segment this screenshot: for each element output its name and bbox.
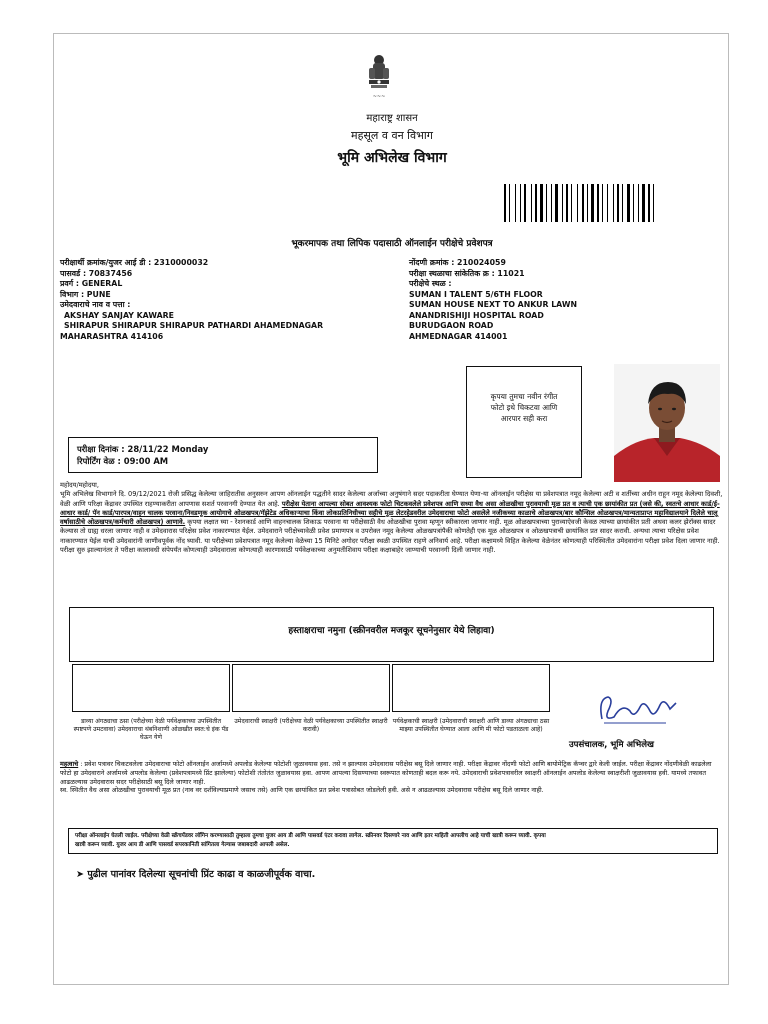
barcode-bar bbox=[531, 184, 532, 222]
password: पासवर्ड : 70837456 bbox=[60, 268, 133, 278]
candidate-details bbox=[60, 258, 390, 342]
photo-instruction-1: कृपया तुमचा नवीन रंगीत bbox=[490, 392, 558, 401]
barcode-bar bbox=[522, 184, 523, 222]
barcode-bar bbox=[587, 184, 588, 222]
thumb-impression-box bbox=[72, 664, 230, 712]
center-address-5: AHMEDNAGAR 414001 bbox=[409, 331, 508, 341]
barcode-bar bbox=[602, 184, 603, 222]
barcode-bar bbox=[642, 184, 645, 222]
barcode-bar bbox=[609, 184, 612, 222]
center-address-4: BURUDGAON ROAD bbox=[409, 321, 494, 330]
barcode-bar bbox=[620, 184, 621, 222]
official-signature bbox=[594, 689, 684, 729]
barcode-bar bbox=[511, 184, 514, 222]
barcode-bar bbox=[559, 184, 561, 222]
barcode-bar bbox=[638, 184, 639, 222]
roll-number: परीक्षार्थी क्रमांक/युजर आई डी : 2310000032 bbox=[60, 258, 209, 267]
invigilator-signature-box bbox=[392, 664, 550, 712]
barcode-bar bbox=[653, 184, 654, 222]
instruction-part-b: परीक्षेस येताना आपल्या सोबत आवश्यक फोटो चिटकवलेले प्रवेशपत्र आणि सध्या वैध असा ओळखीचा पुरावयाची मूळ प्रत व त्याची एक छायांकीत प्रत (जसे की, स्वतःचे आधार कार्ड/ई-आधार कार्ड/ पॅन कार्ड/पारपत्र/वाहन चालक परवाना/निवडणूक आयोगाचे ओळखपत्र/गॅझेटेड अधिकाऱ्याचा किंवा लोकप्रतिनिधीच्या सहीचे मूळ लेटरहेडवरील उमेदवाराचा फोटो असलेले नजीकच्या काळाचे ओळखपत्र/बार कौन्सिल ओळखपत्र/मान्यताप्राप्त महाविद्यालयाने दिलेले चालू वर्षासाठीचे ओळखपत्र/कर्मचारी ओळखपत्र) आणावे. bbox=[60, 499, 720, 527]
note-1-label: महत्वाचे bbox=[60, 760, 79, 768]
barcode-bar bbox=[655, 184, 657, 222]
barcode-bar bbox=[635, 184, 637, 222]
candidate-signature-box bbox=[232, 664, 390, 712]
thumb-impression-caption: डाव्या अंगठ्याचा ठसा (परीक्षेच्या वेळी पर्यवेक्षकाच्या उपस्थितीत स्पष्टपणे उमटवावा) उमेदवाराचा थंबनिशाणी ओळखीत स्वत:चे इंक पॅड घेऊन येणे bbox=[73, 718, 229, 741]
barcode-bar bbox=[555, 184, 558, 222]
final-instruction bbox=[76, 867, 315, 880]
barcode-bar bbox=[631, 184, 632, 222]
center-address-3: ANANDRISHIJI HOSPITAL ROAD bbox=[409, 310, 544, 320]
division: विभाग : PUNE bbox=[60, 289, 111, 299]
barcode-bar bbox=[544, 184, 545, 222]
barcode-bar bbox=[520, 184, 521, 222]
photo-paste-box bbox=[466, 366, 582, 478]
login-instruction-box bbox=[68, 828, 718, 854]
national-emblem-icon bbox=[364, 54, 394, 104]
exam-schedule-box bbox=[68, 437, 378, 473]
invigilator-signature-caption: पर्यवेक्षकाची स्वाक्षरी (उमेदवाराची स्वाक्षरी आणि डाव्या अंगठ्याचा ठसा माझ्या उपस्थितीत घेण्यात आला आणि मी फोटो पडताळला आहे) bbox=[392, 718, 550, 733]
admit-card-page bbox=[53, 33, 729, 985]
barcode-bar bbox=[582, 184, 584, 222]
signatory-designation: उपसंचालक, भूमि अभिलेख bbox=[569, 740, 654, 750]
salutation: महोदय/महोदया, bbox=[60, 481, 99, 489]
note-1 bbox=[60, 760, 724, 786]
center-label: परीक्षेचे स्थळ : bbox=[409, 279, 452, 288]
barcode-bar bbox=[546, 184, 547, 222]
arrow-icon: ➤ bbox=[76, 869, 85, 880]
barcode-bar bbox=[633, 184, 634, 222]
candidate-signature-caption: उमेदवाराची स्वाक्षरी (परीक्षेच्या वेळी पर्यवेक्षकाच्या उपस्थितीत स्वाक्षरी करावी) bbox=[234, 718, 388, 733]
barcode-bar bbox=[551, 184, 552, 222]
exam-date: परीक्षा दिनांक : 28/11/22 Monday bbox=[77, 444, 209, 454]
barcode-bar bbox=[577, 184, 578, 222]
barcode-bar bbox=[627, 184, 630, 222]
login-instruction-1: परीक्षा ऑनलाईन घेतली जाईल. परीक्षेच्या वेळी स्क्रॅचपॅडवर लॉगिन करण्यासाठी तुम्हाला तुमचा युजर आय डी आणि पासवर्ड एंटर करावा लागेल. स्क्रीनवर दिसणारे नाव आणि इतर माहिती आपलीच आहे याची खात्री करून घ्यावी. कृपया bbox=[75, 833, 546, 839]
barcode-bar bbox=[533, 184, 534, 222]
photo-instruction-2: फोटो इथे चिकटवा आणि bbox=[490, 403, 558, 412]
barcode-bar bbox=[562, 184, 563, 222]
note-1-text: : प्रवेश पत्रावर चिकटवलेला उमेदवाराचा फोटो ऑनलाईन अर्जामध्ये अपलोड केलेल्या फोटोशी जुळावयास हवा. तसे न झाल्यास उमेदवारास परीक्षेस बसू दिले जाणार नाही. परीक्षा केंद्रावर नोंदणी फोटो आणि बायोमेट्रिक कॅप्चर द्वारे केली जाईल. परीक्षा केंद्रावर नोंदणीवेळी काढलेला फोटो हा उमेदवाराने अर्जामध्ये अपलोड केलेल्या (प्रवेशपत्रामध्ये प्रिंट झालेल्या) फोटोशी तंतोतंत जुळावयास हवा. आपण आपल्या दिसण्याच्या स्वरूपात कोणताही बदल करू नये. उमेदवाराची प्रवेशपत्रावरील स्वाक्षरी ऑनलाईन अपलोड केलेल्या स्वाक्षरीशी जुळावयास हवी. यामध्ये तफावत आढळल्यास उमेदवारास सदर परीक्षेसाठी बसू दिले जाणार नाही. bbox=[60, 760, 712, 786]
barcode-bar bbox=[566, 184, 568, 222]
barcode-bar bbox=[527, 184, 530, 222]
barcode-bar bbox=[515, 184, 516, 222]
name-address-label: उमेदवाराचे नाव व पत्ता : bbox=[60, 300, 131, 309]
barcode-bar bbox=[622, 184, 623, 222]
barcode-bar bbox=[600, 184, 601, 222]
barcode-bar bbox=[564, 184, 565, 222]
office-name: भूमि अभिलेख विभाग bbox=[337, 150, 447, 166]
barcode-bar bbox=[613, 184, 614, 222]
candidate-photo bbox=[614, 364, 720, 482]
admit-card-title: भूकरमापक तथा लिपिक पदासाठी ऑनलाईन परीक्षेचे प्रवेशपत्र bbox=[291, 239, 493, 249]
note-2: स्व. स्थितीत वैध असा ओळखीचा पुरावयाची मूळ प्रत (नाव वर दर्शविल्याप्रमाणे जसाच तसे) आणि एक छायांकित प्रत प्रवेश पत्रासोबत जोडलेली हवी. असे न आढळल्यास उमेदवारास परीक्षेस बसू दिले जाणार नाही. bbox=[60, 786, 544, 795]
handwriting-sample-box bbox=[69, 607, 714, 662]
candidate-address-1: SHIRAPUR SHIRAPUR SHIRAPUR PATHARDI AHAMEDNAGAR bbox=[64, 321, 324, 330]
handwriting-sample-title: हस्ताक्षराचा नमुना (स्क्रीनवरील मजकूर सूचनेनुसार येथे लिहावा) bbox=[288, 626, 495, 636]
barcode-bar bbox=[615, 184, 616, 222]
barcode bbox=[504, 184, 714, 222]
instruction-paragraph bbox=[60, 490, 724, 555]
final-instruction-text: पुढील पानांवर दिलेल्या सूचनांची प्रिंट काढा व काळजीपूर्वक वाचा. bbox=[87, 869, 316, 880]
barcode-bar bbox=[548, 184, 550, 222]
barcode-bar bbox=[507, 184, 508, 222]
barcode-bar bbox=[607, 184, 608, 222]
barcode-bar bbox=[646, 184, 647, 222]
barcode-bar bbox=[604, 184, 606, 222]
barcode-bar bbox=[509, 184, 510, 222]
barcode-bar bbox=[597, 184, 599, 222]
barcode-bar bbox=[648, 184, 650, 222]
barcode-bar bbox=[524, 184, 526, 222]
barcode-bar bbox=[651, 184, 652, 222]
barcode-bar bbox=[504, 184, 506, 222]
instruction-part-a: भूमि अभिलेख विभागाने दि. 09/12/2021 रोजी प्रसिद्ध केलेल्या जाहिरातीस अनुसरुन आपण ऑनलाईन पद्धतीने सादर केलेल्या अर्जाच्या अनुषंगाने सदर पदाकरीता घेण्यात येणा-या ऑनलाईन परीक्षेस या प्रवेशपत्रात नमूद केलेल्या अटी व शर्तीच्या अधीन राहून नमूद केलेल्या दिवशी, वेळी आणि परिक्षा केंद्रावर उपस्थित राहण्याकरीता आपणास सशर्त परवानगी देण्यात येत आहे. bbox=[60, 490, 723, 508]
barcode-bar bbox=[617, 184, 619, 222]
barcode-bar bbox=[538, 184, 539, 222]
barcode-bar bbox=[624, 184, 626, 222]
photo-instruction-3: आरपार सही करा bbox=[500, 414, 548, 423]
barcode-bar bbox=[517, 184, 519, 222]
barcode-bar bbox=[535, 184, 537, 222]
center-address-1: SUMAN I TALENT 5/6TH FLOOR bbox=[409, 289, 543, 299]
department-name: महसूल व वन विभाग bbox=[351, 129, 433, 142]
barcode-bar bbox=[589, 184, 590, 222]
candidate-name: AKSHAY SANJAY KAWARE bbox=[64, 310, 174, 320]
instruction-part-d: या परीक्षेच्या प्रवेशपत्रात नमूद केलेल्या वेळेच्या 15 मिनिटे अगोदर परीक्षा स्थळी उपस्थित राहणे अनिवार्य आहे. परीक्षा कक्षामध्ये विहित केलेल्या वेळेनंतर कोणत्याही परिस्थितीत उमेदवारांना परीक्षा प्रवेश दिला जाणार नाही. परीक्षा सुरु झाल्यानंतर ते परीक्षा कालावधी संपेपर्यंत कोणत्याही उमेदवाराला कोणत्याही कारणासाठी पर्यवेक्षकाच्या अनुमतीशिवाय परीक्षा कक्षाबाहेर जाण्याची परवानगी दिली जाणार नाही. bbox=[60, 536, 720, 555]
barcode-bar bbox=[640, 184, 641, 222]
barcode-bar bbox=[579, 184, 581, 222]
barcode-bar bbox=[540, 184, 543, 222]
barcode-bar bbox=[585, 184, 586, 222]
category: प्रवर्ग : GENERAL bbox=[60, 279, 123, 288]
login-instruction-2: खात्री करून घ्यावी. युजर आय डी आणि पासवर्ड सपरकानिती सांगितला गेल्यास जबाबदारी आपली असेल. bbox=[75, 842, 290, 848]
barcode-bar bbox=[571, 184, 572, 222]
instructions-body bbox=[60, 481, 724, 555]
reporting-time: रिपोर्टिंग वेळ : 09:00 AM bbox=[77, 456, 169, 466]
candidate-address-2: MAHARASHTRA 414106 bbox=[60, 331, 164, 341]
barcode-bar bbox=[595, 184, 596, 222]
barcode-bar bbox=[573, 184, 576, 222]
barcode-bar bbox=[553, 184, 554, 222]
govt-name: महाराष्ट्र शासन bbox=[366, 113, 418, 124]
barcode-bar bbox=[569, 184, 570, 222]
center-address-2: SUMAN HOUSE NEXT TO ANKUR LAWN bbox=[409, 300, 577, 309]
instruction-part-c: कृपया लक्षात घ्या - रेशनकार्ड आणि वाहनचालक शिकाऊ परवाना या परीक्षेसाठी वैध ओळखीचा पुरावा म्हणून स्वीकारला जाणार नाही. मूळ ओळखपत्राच्या पुराव्याऐवजी केवळ त्याच्या छायांकीत प्रती अथवा कलर झेरॉक्स सादर केल्यास तो ग्राह्य धरला जाणार नाही व उमेदवारास परिक्षेस प्रवेश नाकारण्यात येईल. उमेदवाराने परीक्षेच्यावेळी प्रवेश प्रमाणपत्र व उपरोक्त नमूद केलेल्या ओळखपत्रांपैकी कोणतेही एक मूळ ओळखपत्र व ओळखपत्राची छायांकित प्रत सादर करावी. अन्यथा त्याचा परिक्षेस प्रवेश नाकारण्यात येईल याची उमेदवारांनी जाणीवपूर्वक नोंद घ्यावी. bbox=[60, 518, 716, 545]
important-notes bbox=[60, 760, 724, 795]
barcode-bar bbox=[591, 184, 594, 222]
registration-number: नोंदणी क्रमांक : 210024059 bbox=[409, 258, 506, 267]
center-details bbox=[409, 258, 709, 342]
svg-text:~~~: ~~~ bbox=[372, 94, 386, 100]
center-code: परीक्षा स्थळाचा सांकेतिक क्र : 11021 bbox=[409, 268, 525, 278]
